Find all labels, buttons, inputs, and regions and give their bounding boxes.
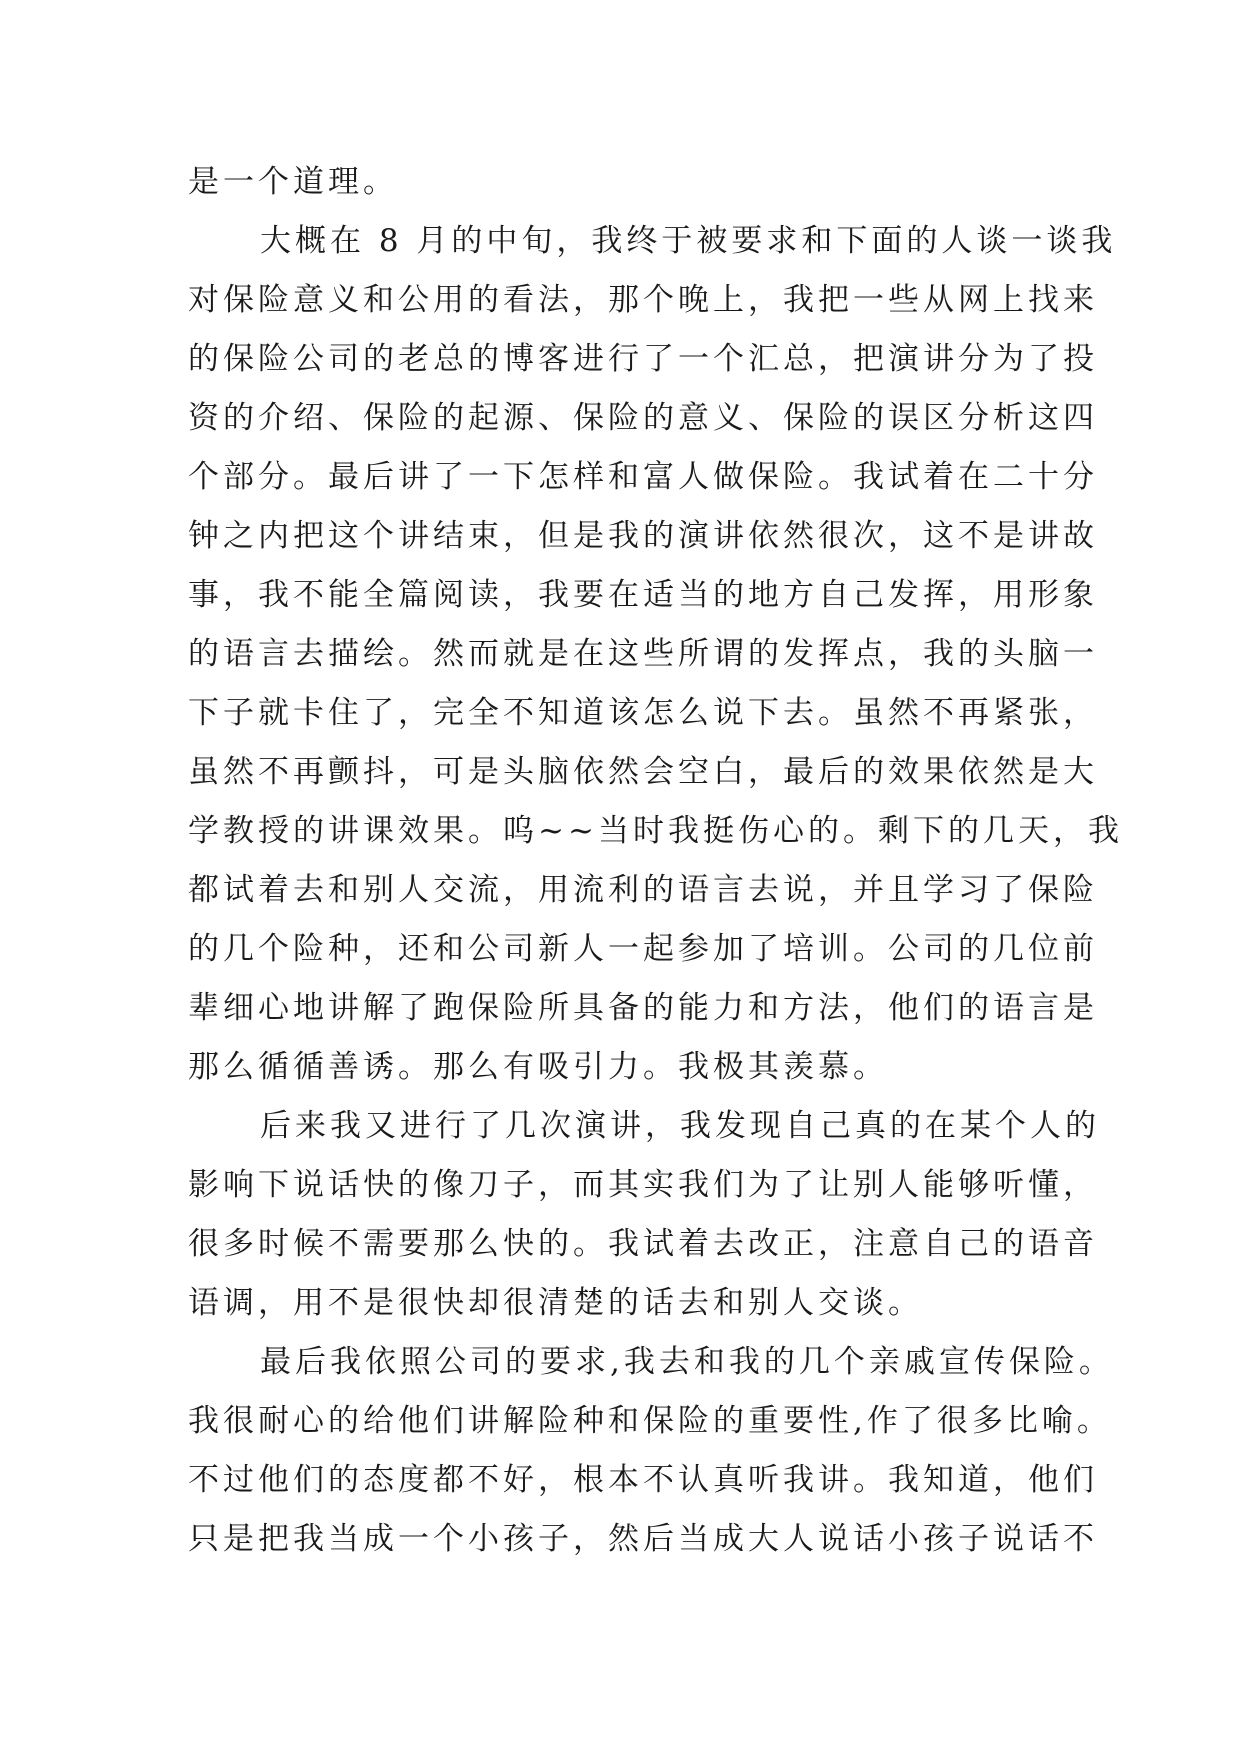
- text-line: 大概在 8 月的中旬，我终于被要求和下面的人谈一谈我: [260, 223, 1117, 259]
- text-line: 不过他们的态度都不好，根本不认真听我讲。我知道，他们: [188, 1462, 1098, 1498]
- text-line: 对保险意义和公用的看法，那个晚上，我把一些从网上找来: [188, 282, 1098, 318]
- text-line: 虽然不再颤抖，可是头脑依然会空白，最后的效果依然是大: [188, 754, 1098, 790]
- text-line: 后来我又进行了几次演讲，我发现自己真的在某个人的: [260, 1108, 1100, 1144]
- text-line: 学教授的讲课效果。呜~~当时我挺伤心的。剩下的几天，我: [188, 813, 1123, 849]
- text-line: 资的介绍、保险的起源、保险的意义、保险的误区分析这四: [188, 400, 1098, 436]
- text-line: 那么循循善诱。那么有吸引力。我极其羡慕。: [188, 1049, 888, 1085]
- text-line: 都试着去和别人交流，用流利的语言去说，并且学习了保险: [188, 872, 1098, 908]
- text-line: 语调，用不是很快却很清楚的话去和别人交谈。: [188, 1285, 923, 1321]
- text-line: 钟之内把这个讲结束，但是我的演讲依然很次，这不是讲故: [188, 518, 1098, 554]
- text-line: 我很耐心的给他们讲解险种和保险的重要性,作了很多比喻。: [188, 1403, 1112, 1439]
- text-line: 的语言去描绘。然而就是在这些所谓的发挥点，我的头脑一: [188, 636, 1098, 672]
- text-line: 最后我依照公司的要求,我去和我的几个亲戚宣传保险。: [260, 1344, 1114, 1380]
- text-line: 的保险公司的老总的博客进行了一个汇总，把演讲分为了投: [188, 341, 1098, 377]
- text-line: 下子就卡住了，完全不知道该怎么说下去。虽然不再紧张，: [188, 695, 1098, 731]
- text-line: 是一个道理。: [188, 164, 398, 200]
- text-line: 很多时候不需要那么快的。我试着去改正，注意自己的语音: [188, 1226, 1098, 1262]
- text-line: 事，我不能全篇阅读，我要在适当的地方自己发挥，用形象: [188, 577, 1098, 613]
- body-text: [188, 160, 1123, 1576]
- text-line: 的几个险种，还和公司新人一起参加了培训。公司的几位前: [188, 931, 1098, 967]
- text-line: 影响下说话快的像刀子，而其实我们为了让别人能够听懂，: [188, 1167, 1098, 1203]
- text-line: 辈细心地讲解了跑保险所具备的能力和方法，他们的语言是: [188, 990, 1098, 1026]
- text-line: 只是把我当成一个小孩子，然后当成大人说话小孩子说话不: [188, 1521, 1098, 1557]
- text-line: 个部分。最后讲了一下怎样和富人做保险。我试着在二十分: [188, 459, 1098, 495]
